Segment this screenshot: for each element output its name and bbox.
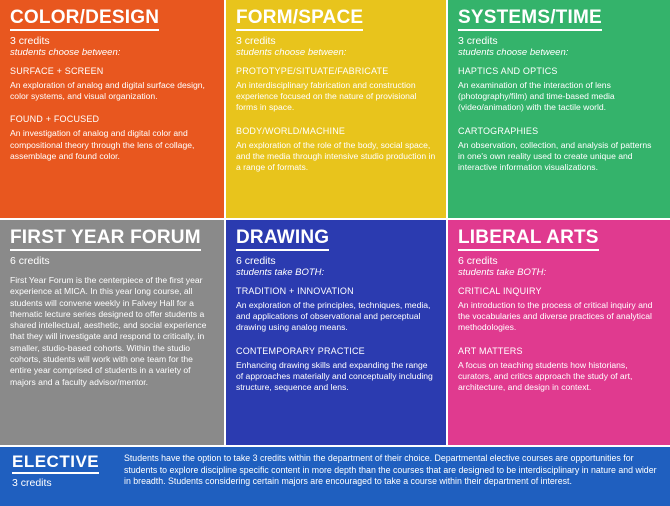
credits-text: 6 credits [458,255,498,267]
choose-text: students choose between: [236,47,347,58]
course-name: PROTOTYPE/SITUATE/FABRICATE [236,66,389,76]
course-name: ART MATTERS [458,345,523,356]
forum-desc: First Year Forum is the centerpiece of the first year experience at MICA. In this year long course, all students will convene weekly in Falvey Hall for a thematic lecture series designed to offer students a shared intellectual, aesthetic, and social experience that they will investigate and respond to critically, in smaller, studio-based cohorts. Within the studio cohorts, students will work with one team for the entire year comprised of students in a variety of majors and a faculty advisor/mentor. [10,275,207,387]
course-name: FOUND + FOCUSED [10,114,100,125]
course-name: HAPTICS AND OPTICS [458,66,558,76]
credits-text: 6 credits [236,255,276,267]
course-desc: Enhancing drawing skills and expanding the range of approaches materially and conceptually including structure, sequence and lens. [236,359,433,393]
tile-title: SYSTEMS/TIME [458,8,602,31]
tile-elective [0,447,670,506]
tile-title: COLOR/DESIGN [10,8,159,31]
choose-text: students take BOTH: [458,267,547,278]
course-desc: An observation, collection, and analysis of patterns in one's own reality used to create unique and interactive information visualizations. [458,139,652,173]
tile-title: LIBERAL ARTS [458,228,599,251]
course-name: CARTOGRAPHIES [458,125,539,136]
tile-title: DRAWING [236,228,329,251]
course-desc: A focus on teaching students how historians, curators, and critics approach the study of art, architecture, and design in context. [458,359,633,393]
tile-first-year-forum [0,220,224,445]
tile-title: ELECTIVE [12,453,99,474]
tile-color-design [0,0,224,218]
elective-desc: Students have the option to take 3 credits within the department of their choice. Departmental elective courses are opportunities for students to explore discipline specific content in more depth than the courses that are designed to be interdisciplinary in nature and wider in breadth. Students considering certain majors are encouraged to take a course within their department of interest. [124,453,657,487]
course-name: BODY/WORLD/MACHINE [236,125,346,136]
credits-text: 3 credits [458,35,498,47]
course-name: CRITICAL INQUIRY [458,286,542,296]
course-desc: An interdisciplinary fabrication and construction experience focused on the nature of provisional forms in space. [236,80,417,113]
tile-form-space [226,0,446,218]
credits-text: 3 credits [236,35,276,47]
tile-liberal-arts [448,220,670,445]
course-desc: An introduction to the process of critical inquiry and the vocabularies and diverse practices of analytical methodologies. [458,300,653,333]
credits-text: 6 credits [10,255,50,267]
choose-text: students take BOTH: [236,267,325,278]
credits-text: 3 credits [10,35,50,47]
course-desc: An exploration of the principles, techniques, media, and applications of observational and perceptual drawing using analog means. [236,300,431,333]
course-name: TRADITION + INNOVATION [236,286,354,296]
course-desc: An examination of the interaction of lens (photography/film) and time-based media (video/animation) with the tactile world. [458,80,615,113]
tile-drawing [226,220,446,445]
tile-systems-time [448,0,670,218]
course-desc: An investigation of analog and digital color and compositional theory through the lens of collage, assemblage and found color. [10,128,195,161]
tile-title: FORM/SPACE [236,8,363,31]
choose-text: students choose between: [10,47,121,58]
course-desc: An exploration of the role of the body, social space, and the media through intensive studio production in a range of formats. [236,139,436,173]
course-name: SURFACE + SCREEN [10,66,104,76]
course-name: CONTEMPORARY PRACTICE [236,345,365,356]
course-desc: An exploration of analog and digital surface design, color systems, and visual organization. [10,80,205,102]
credits-text: 3 credits [12,477,52,489]
elective-header [12,453,122,489]
tile-title: FIRST YEAR FORUM [10,228,201,251]
choose-text: students choose between: [458,47,569,58]
